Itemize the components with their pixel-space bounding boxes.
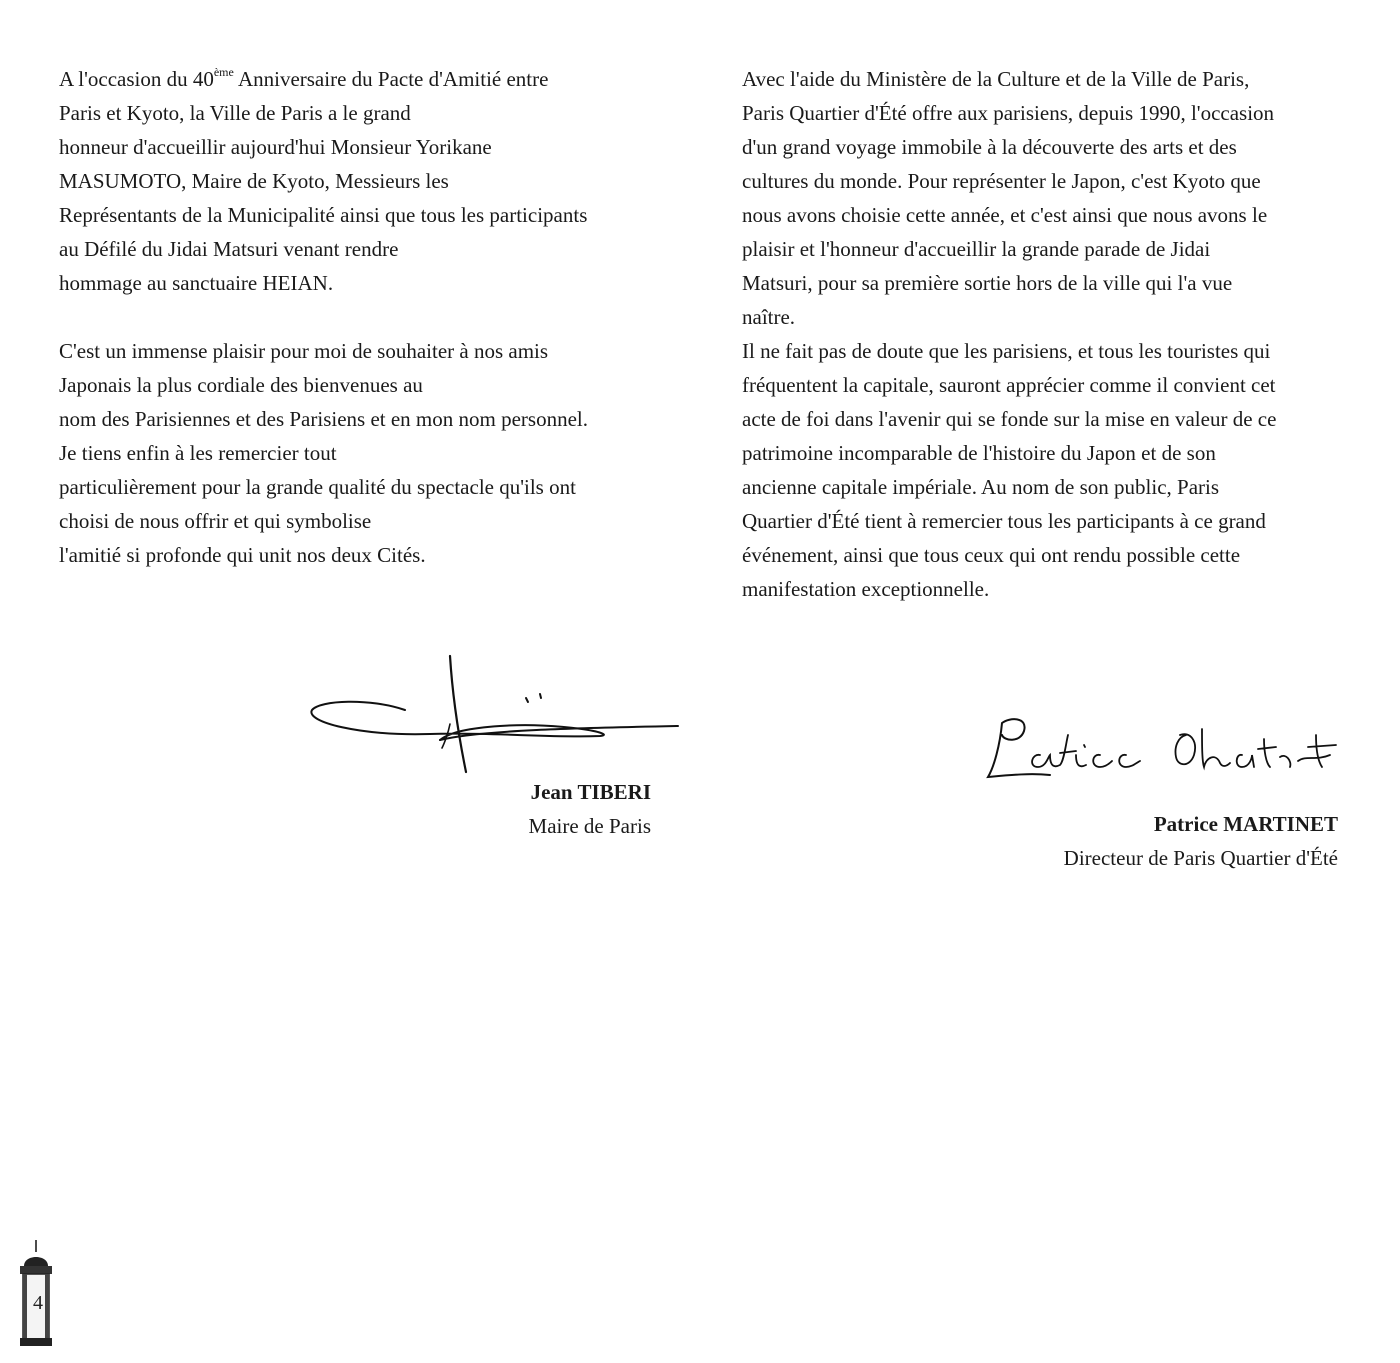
text-line: Paris Quartier d'Été offre aux parisiens, depuis 1990, l'occasion: [742, 101, 1275, 125]
text-line: patrimoine incomparable de l'histoire du Japon et de son: [742, 441, 1216, 465]
text-line: Je tiens enfin à les remercier tout: [59, 441, 337, 465]
text-line: ancienne capitale impériale. Au nom de son public, Paris: [742, 475, 1220, 499]
text-line: nom des Parisiennes et des Parisiens et en mon nom personnel.: [59, 407, 588, 431]
text-line: Paris et Kyoto, la Ville de Paris a le grand: [59, 101, 411, 125]
text-line: au Défilé du Jidai Matsuri venant rendre: [59, 237, 399, 261]
text-line: choisi de nous offrir et qui symbolise: [59, 509, 372, 533]
text-line: Japonais la plus cordiale des bienvenues au: [59, 373, 423, 397]
text-line: Quartier d'Été tient à remercier tous les participants à ce grand: [742, 509, 1266, 533]
tiberi-signature-block: [529, 775, 651, 843]
text-line: Matsuri, pour sa première sortie hors de la ville qui l'a vue: [742, 271, 1233, 295]
text-line: manifestation exceptionnelle.: [742, 577, 990, 601]
text-line: cultures du monde. Pour représenter le Japon, c'est Kyoto que: [742, 169, 1261, 193]
text-line: nous avons choisie cette année, et c'est ainsi que nous avons le: [742, 203, 1268, 227]
text-line: C'est un immense plaisir pour moi de souhaiter à nos amis: [59, 339, 549, 363]
martinet-signature-block: [1064, 807, 1338, 875]
page-number: 4: [33, 1292, 43, 1314]
tiberi-signature-image: [300, 648, 690, 778]
signatory-role: Maire de Paris: [528, 814, 651, 838]
text-line: A l'occasion du 40ème Anniversaire du Pacte d'Amitié entre: [59, 65, 549, 91]
left-column: [59, 62, 699, 572]
text-line: MASUMOTO, Maire de Kyoto, Messieurs les: [59, 169, 449, 193]
text-line: naître.: [742, 305, 796, 329]
text-line: hommage au sanctuaire HEIAN.: [59, 271, 334, 295]
text-line: particulièrement pour la grande qualité du spectacle qu'ils ont: [59, 475, 576, 499]
text-line: fréquentent la capitale, sauront apprécier comme il convient cet: [742, 373, 1276, 397]
right-column: [742, 62, 1382, 606]
text-line: Il ne fait pas de doute que les parisiens, et tous les touristes qui: [742, 339, 1271, 363]
text-line: l'amitié si profonde qui unit nos deux Cités.: [59, 543, 426, 567]
text-line: Représentants de la Municipalité ainsi que tous les participants: [59, 203, 588, 227]
text-line: d'un grand voyage immobile à la découverte des arts et des: [742, 135, 1237, 159]
text-line: acte de foi dans l'avenir qui se fonde sur la mise en valeur de ce: [742, 407, 1277, 431]
paragraph-gap: [59, 300, 699, 334]
text-line: honneur d'accueillir aujourd'hui Monsieur Yorikane: [59, 135, 492, 159]
signatory-name: Patrice MARTINET: [1153, 812, 1338, 836]
martinet-signature-image: [980, 705, 1360, 795]
signatory-role: Directeur de Paris Quartier d'Été: [1063, 846, 1338, 870]
signatory-name: Jean TIBERI: [530, 780, 651, 804]
text-line: plaisir et l'honneur d'accueillir la grande parade de Jidai: [742, 237, 1211, 261]
text-line: événement, ainsi que tous ceux qui ont rendu possible cette: [742, 543, 1241, 567]
text-line: Avec l'aide du Ministère de la Culture et de la Ville de Paris,: [742, 67, 1250, 91]
